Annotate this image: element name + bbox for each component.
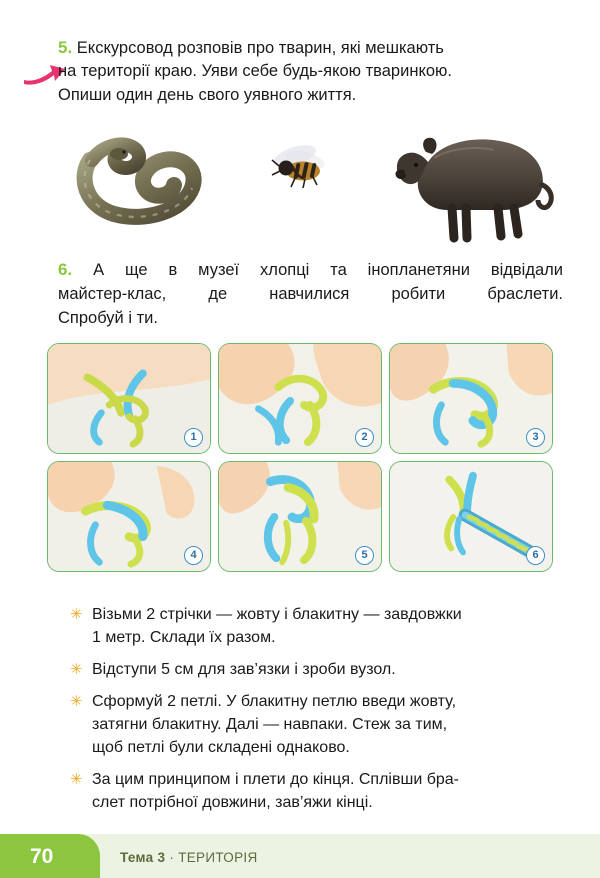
asterisk-icon: ✳ <box>70 693 83 711</box>
step-photo-grid <box>47 343 553 572</box>
page-footer <box>0 822 600 878</box>
instruction-list <box>70 603 550 823</box>
step-cell-4 <box>47 461 211 572</box>
instruction-text <box>92 658 396 681</box>
page-number: 70 <box>30 845 54 868</box>
instruction-text <box>92 768 459 814</box>
exercise-5-text <box>58 36 563 107</box>
exercise-6 <box>58 258 563 330</box>
instruction-text <box>92 603 462 649</box>
boar-photo <box>390 118 560 243</box>
instruction-line: Візьми 2 стрічки — жовту і блакитну — завдовжки <box>92 606 462 623</box>
exercise-5-line-1: Екскурсовод розповів про тварин, які мешкають <box>76 39 444 57</box>
step-badge: 4 <box>184 546 203 565</box>
bee-photo <box>265 138 337 192</box>
exercise-5-line-3: Опиши один день свого уявного життя. <box>58 85 357 104</box>
animal-photo-row <box>60 118 560 243</box>
exercise-6-line-1: А ще в музеї хлопці та інопланетяни відвідали <box>93 261 563 279</box>
exercise-6-text <box>58 258 563 330</box>
list-item <box>70 603 550 649</box>
asterisk-icon: ✳ <box>70 606 83 623</box>
step-badge: 2 <box>355 428 374 447</box>
step-badge: 1 <box>184 428 203 447</box>
step-cell-3 <box>389 343 553 454</box>
step-cell-5 <box>218 461 382 572</box>
list-item <box>70 658 550 681</box>
step-cell-2 <box>218 343 382 454</box>
section-label: ТЕРИТОРІЯ <box>178 850 258 865</box>
exercise-5-number: 5. <box>58 38 73 57</box>
list-item <box>70 768 550 814</box>
separator-dot: · <box>169 850 175 865</box>
list-item <box>70 690 550 759</box>
instruction-line: За цим принципом і плети до кінця. Сплівши бра- <box>92 771 459 789</box>
step-badge: 5 <box>355 546 374 565</box>
instruction-line: Сформуй 2 петлі. У блакитну петлю введи жовту, <box>92 693 457 711</box>
instruction-line: слет потрібної довжини, зав’яжи кінці. <box>92 794 373 812</box>
step-badge: 3 <box>526 428 545 447</box>
asterisk-icon: ✳ <box>70 661 83 679</box>
exercise-6-line-3: Спробуй і ти. <box>58 308 158 327</box>
asterisk-icon: ✳ <box>70 771 83 789</box>
exercise-5-line-2: на території краю. Уяви себе будь-якою тваринкою. <box>58 62 452 81</box>
step-cell-6 <box>389 461 553 572</box>
instruction-line: затягни блакитну. Далі — навпаки. Стеж за тим, <box>92 716 448 734</box>
step-cell-1 <box>47 343 211 454</box>
instruction-line: 1 метр. Склади їх разом. <box>92 629 276 647</box>
snake-photo <box>72 130 207 228</box>
step-badge: 6 <box>526 546 545 565</box>
theme-label: Тема 3 <box>120 850 166 865</box>
instruction-line: щоб петлі були складені однаково. <box>92 739 350 757</box>
footer-theme-label <box>120 850 258 865</box>
exercise-5 <box>58 36 563 107</box>
instruction-text <box>92 690 456 759</box>
exercise-6-line-2: майстер-клас, де навчилися робити браслети. <box>58 284 563 303</box>
exercise-6-number: 6. <box>58 260 73 279</box>
instruction-line: Відступи 5 см для зав’язки і зроби вузол. <box>92 661 396 679</box>
